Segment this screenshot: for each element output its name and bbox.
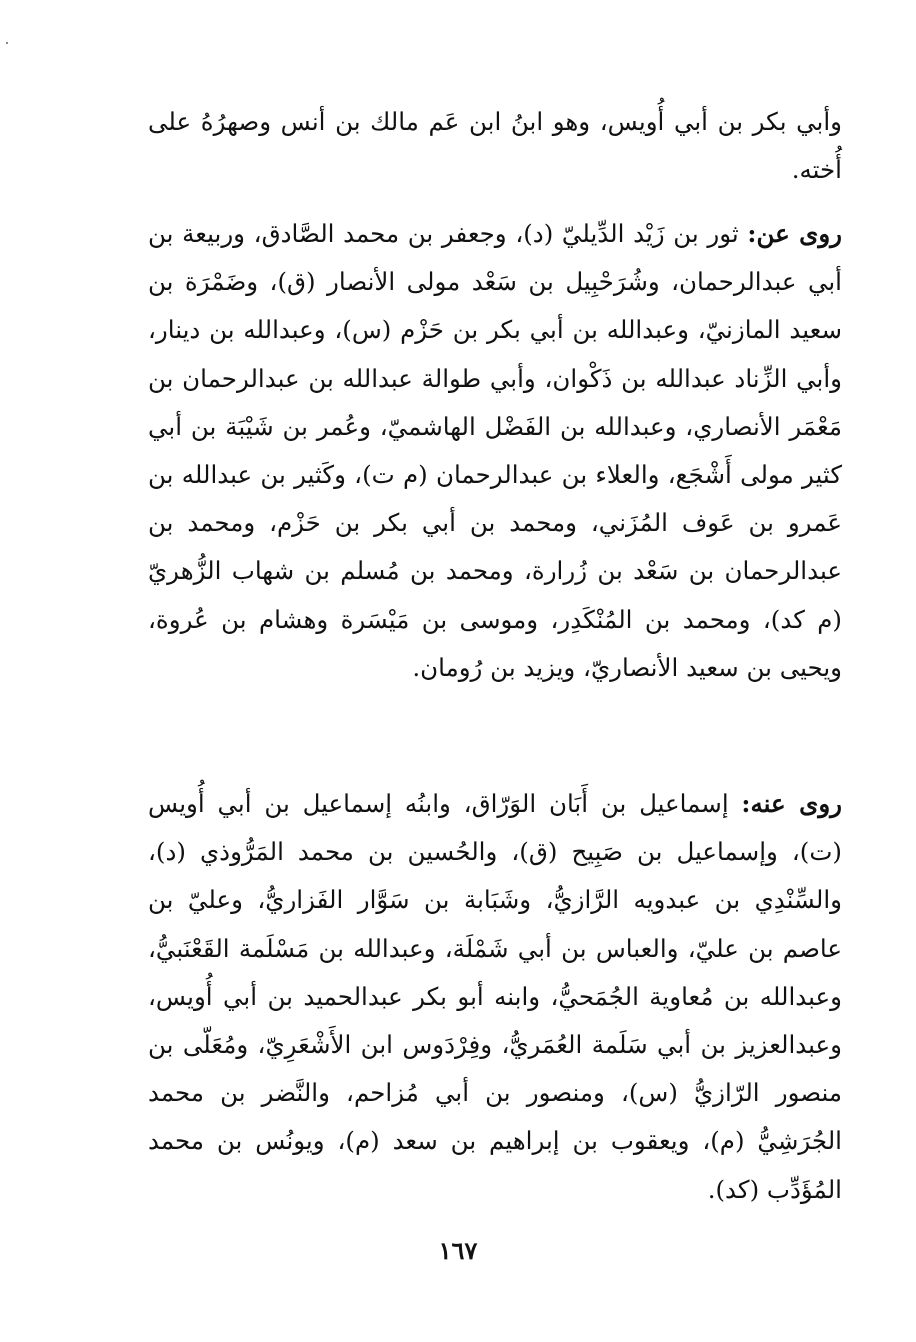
narrated-by-paragraph: [148, 780, 842, 1214]
narrated-from-heading: روى عن:: [747, 219, 842, 248]
narrated-by-heading: روى عنه:: [741, 789, 842, 818]
narrated-from-text: ثور بن زَيْد الدِّيليّ (د)، وجعفر بن محمد الصَّادق، وربيعة بن أبي عبدالرحمان، وشُرَحْبِيل بن سَعْد مولى الأنصار (ق)، وضَمْرَة بن سعيد المازنيّ، وعبدالله بن أبي بكر بن حَزْم (س)، وعبدالله بن دينار، وأبي الزِّناد عبدالله بن ذَكْوان، وأبي طوالة عبدالله بن عبدالرحمان بن مَعْمَر الأنصاري، وعبدالله بن الفَضْل الهاشميّ، وعُمر بن شَيْبَة بن أبي كثير مولى أَشْجَع، والعلاء بن عبدالرحمان (م ت)، وكَثير بن عبدالله بن عَمرو بن عَوف المُزَني، ومحمد بن أبي بكر بن حَزْم، ومحمد بن عبدالرحمان بن سَعْد بن زُرارة، ومحمد بن مُسلم بن شهاب الزُّهريّ (م كد)، ومحمد بن المُنْكَدِر، وموسى بن مَيْسَرة وهشام بن عُروة، ويحيى بن سعيد الأنصاريّ، ويزيد بن رُومان.: [148, 219, 842, 682]
narrated-by-text: إسماعيل بن أَبَان الوَرّاق، وابنُه إسماعيل بن أبي أُويس (ت)، وإسماعيل بن صَبِيح (ق)، والحُسين بن محمد المَرُّوذي (د)، والسِّنْدِي بن عبدويه الرَّازيُّ، وشَبَابة بن سَوَّار الفَزاريُّ، وعليّ بن عاصم بن عليّ، والعباس بن أبي شَمْلَة، وعبدالله بن مَسْلَمة القَعْنَبيُّ، وعبدالله بن مُعاوية الجُمَحيُّ، وابنه أبو بكر عبدالحميد بن أبي أُويس، وعبدالعزيز بن أبي سَلَمة العُمَريُّ، وفِرْدَوس ابن الأَشْعَرِيّ، ومُعَلّى بن منصور الرّازيُّ (س)، ومنصور بن أبي مُزاحم، والنَّضر بن محمد الجُرَشِيُّ (م)، ويعقوب بن إبراهيم بن سعد (م)، ويونُس بن محمد المُؤَدِّب (كد).: [148, 789, 842, 1204]
intro-text: وأبي بكر بن أبي أُويس، وهو ابنُ ابن عَم مالك بن أنس وصهرُهُ على أُخته.: [148, 107, 842, 185]
page-number: ١٦٧: [438, 1236, 478, 1265]
narrated-from-paragraph: [148, 210, 842, 692]
margin-dot: [6, 42, 8, 44]
intro-paragraph: [148, 98, 842, 194]
